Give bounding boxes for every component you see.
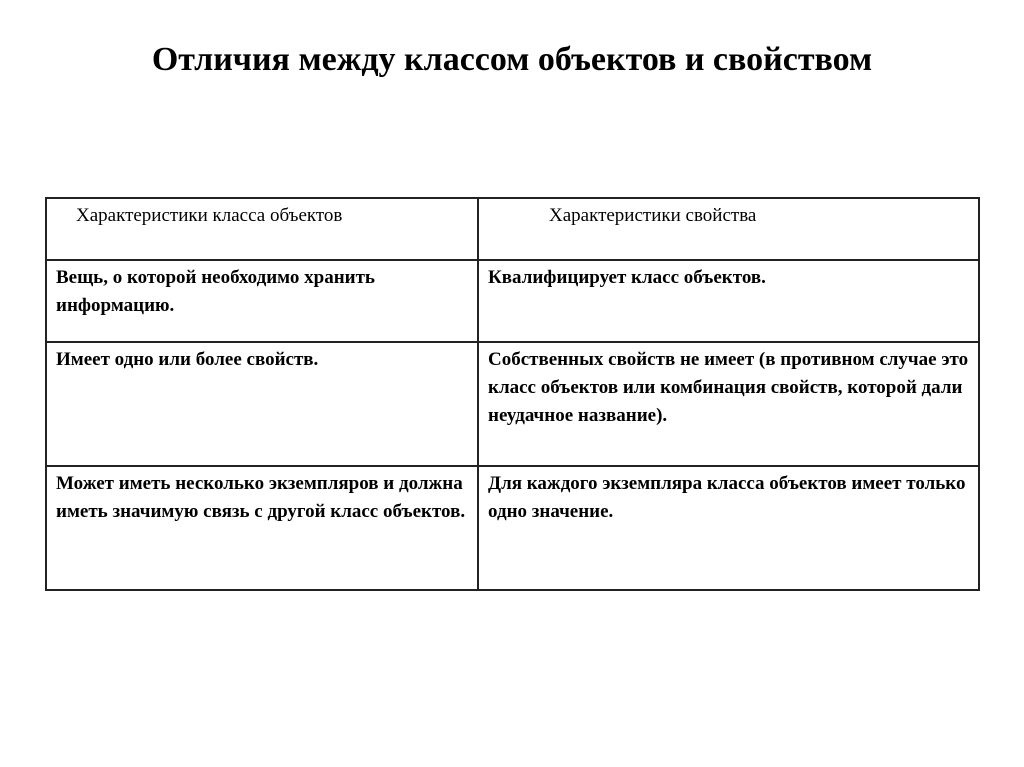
- header-property: Характеристики свойства: [478, 198, 979, 260]
- cell-object-class: Вещь, о которой необходимо хранить информацию.: [46, 260, 478, 342]
- header-object-class-text: Характеристики класса объектов: [76, 205, 343, 226]
- slide-title: Отличия между классом объектов и свойством: [151, 41, 873, 78]
- cell-property: Квалифицирует класс объектов.: [478, 260, 979, 342]
- table-row: [46, 466, 979, 590]
- cell-object-class: Может иметь несколько экземпляров и должна иметь значимую связь с другой класс объектов.: [46, 466, 478, 590]
- table-row: [46, 260, 979, 342]
- cell-property: Для каждого экземпляра класса объектов имеет только одно значение.: [478, 466, 979, 590]
- header-object-class: [46, 198, 478, 260]
- table-header-row: [46, 198, 979, 260]
- comparison-table: [45, 197, 980, 591]
- cell-property: Собственных свойств не имеет (в противном случае это класс объектов или комбинация свойств, которой дали неудачное название).: [478, 342, 979, 466]
- cell-object-class: Имеет одно или более свойств.: [46, 342, 478, 466]
- table-row: [46, 342, 979, 466]
